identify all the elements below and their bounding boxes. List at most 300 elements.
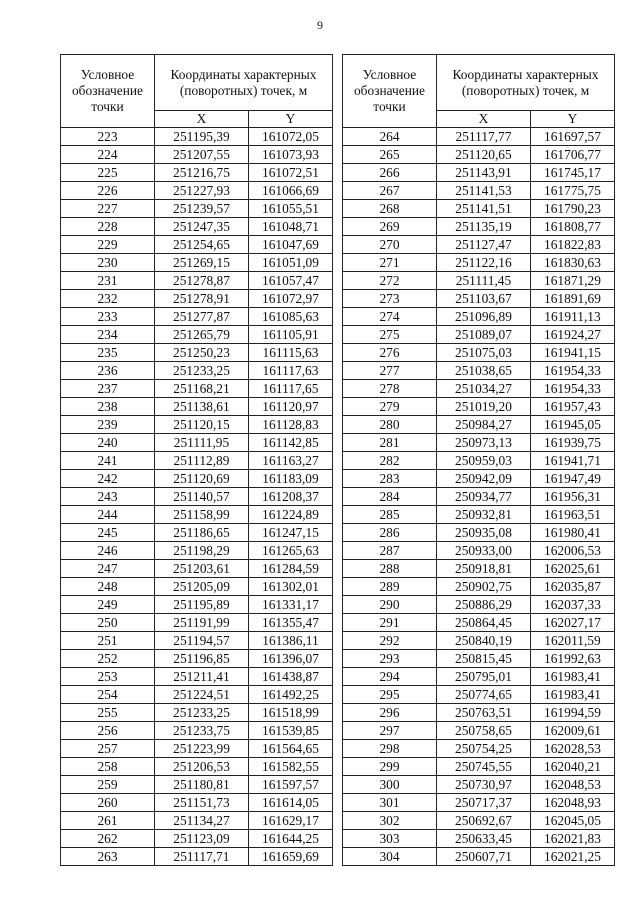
point-id-cell: 300 (343, 776, 437, 794)
x-coordinate-cell: 251111,95 (155, 434, 249, 452)
x-coordinate-cell: 251233,25 (155, 704, 249, 722)
point-id-cell: 284 (343, 488, 437, 506)
y-coordinate-cell: 161142,85 (249, 434, 333, 452)
x-coordinate-cell: 250730,97 (437, 776, 531, 794)
table-row (343, 218, 615, 236)
x-coordinate-cell: 250795,01 (437, 668, 531, 686)
y-coordinate-cell: 161947,49 (531, 470, 615, 488)
x-coordinate-cell: 251134,27 (155, 812, 249, 830)
header-x: X (437, 111, 531, 128)
x-coordinate-cell: 251127,47 (437, 236, 531, 254)
y-coordinate-cell: 161396,07 (249, 650, 333, 668)
header-point-designation: Условное обозначение точки (343, 55, 437, 128)
y-coordinate-cell: 161055,51 (249, 200, 333, 218)
y-coordinate-cell: 161957,43 (531, 398, 615, 416)
x-coordinate-cell: 250959,03 (437, 452, 531, 470)
x-coordinate-cell: 251140,57 (155, 488, 249, 506)
x-coordinate-cell: 251247,35 (155, 218, 249, 236)
y-coordinate-cell: 162028,53 (531, 740, 615, 758)
point-id-cell: 236 (61, 362, 155, 380)
point-id-cell: 235 (61, 344, 155, 362)
table-row (61, 416, 333, 434)
y-coordinate-cell: 162021,25 (531, 848, 615, 866)
y-coordinate-cell: 161706,77 (531, 146, 615, 164)
y-coordinate-cell: 162048,93 (531, 794, 615, 812)
point-id-cell: 288 (343, 560, 437, 578)
x-coordinate-cell: 251117,71 (155, 848, 249, 866)
y-coordinate-cell: 161941,15 (531, 344, 615, 362)
table-row (343, 686, 615, 704)
point-id-cell: 301 (343, 794, 437, 812)
point-id-cell: 255 (61, 704, 155, 722)
point-id-cell: 277 (343, 362, 437, 380)
table-row (61, 686, 333, 704)
point-id-cell: 264 (343, 128, 437, 146)
y-coordinate-cell: 161941,71 (531, 452, 615, 470)
x-coordinate-cell: 251269,15 (155, 254, 249, 272)
x-coordinate-cell: 251195,89 (155, 596, 249, 614)
point-id-cell: 223 (61, 128, 155, 146)
y-coordinate-cell: 161830,63 (531, 254, 615, 272)
y-coordinate-cell: 161790,23 (531, 200, 615, 218)
table-row (61, 308, 333, 326)
table-body-right (343, 128, 615, 866)
x-coordinate-cell: 250933,00 (437, 542, 531, 560)
table-row (61, 650, 333, 668)
page-number: 9 (317, 18, 323, 32)
y-coordinate-cell: 161994,59 (531, 704, 615, 722)
table-row (343, 668, 615, 686)
point-id-cell: 298 (343, 740, 437, 758)
y-coordinate-cell: 161644,25 (249, 830, 333, 848)
point-id-cell: 242 (61, 470, 155, 488)
x-coordinate-cell: 251277,87 (155, 308, 249, 326)
table-row (343, 200, 615, 218)
x-coordinate-cell: 250815,45 (437, 650, 531, 668)
y-coordinate-cell: 161822,83 (531, 236, 615, 254)
table-row (61, 272, 333, 290)
y-coordinate-cell: 161183,09 (249, 470, 333, 488)
x-coordinate-cell: 251278,87 (155, 272, 249, 290)
y-coordinate-cell: 161697,57 (531, 128, 615, 146)
table-row (61, 812, 333, 830)
x-coordinate-cell: 250984,27 (437, 416, 531, 434)
y-coordinate-cell: 161564,65 (249, 740, 333, 758)
point-id-cell: 293 (343, 650, 437, 668)
x-coordinate-cell: 251265,79 (155, 326, 249, 344)
point-id-cell: 234 (61, 326, 155, 344)
table-row (61, 542, 333, 560)
x-coordinate-cell: 251239,57 (155, 200, 249, 218)
y-coordinate-cell: 161284,59 (249, 560, 333, 578)
x-coordinate-cell: 251250,23 (155, 344, 249, 362)
x-coordinate-cell: 251216,75 (155, 164, 249, 182)
y-coordinate-cell: 161057,47 (249, 272, 333, 290)
table-row (343, 362, 615, 380)
x-coordinate-cell: 251254,65 (155, 236, 249, 254)
x-coordinate-cell: 250918,81 (437, 560, 531, 578)
y-coordinate-cell: 161945,05 (531, 416, 615, 434)
table-row (343, 704, 615, 722)
table-row (61, 506, 333, 524)
y-coordinate-cell: 161073,93 (249, 146, 333, 164)
table-row (61, 704, 333, 722)
point-id-cell: 238 (61, 398, 155, 416)
point-id-cell: 263 (61, 848, 155, 866)
point-id-cell: 239 (61, 416, 155, 434)
table-row (61, 632, 333, 650)
x-coordinate-cell: 250973,13 (437, 434, 531, 452)
x-coordinate-cell: 251120,15 (155, 416, 249, 434)
table-row (343, 524, 615, 542)
table-row (343, 722, 615, 740)
point-id-cell: 244 (61, 506, 155, 524)
y-coordinate-cell: 162045,05 (531, 812, 615, 830)
point-id-cell: 272 (343, 272, 437, 290)
point-id-cell: 273 (343, 290, 437, 308)
table-row (61, 200, 333, 218)
y-coordinate-cell: 161302,01 (249, 578, 333, 596)
x-coordinate-cell: 251117,77 (437, 128, 531, 146)
x-coordinate-cell: 251227,93 (155, 182, 249, 200)
y-coordinate-cell: 161120,97 (249, 398, 333, 416)
x-coordinate-cell: 251278,91 (155, 290, 249, 308)
point-id-cell: 237 (61, 380, 155, 398)
x-coordinate-cell: 250864,45 (437, 614, 531, 632)
table-row (61, 578, 333, 596)
table-row (61, 164, 333, 182)
x-coordinate-cell: 250717,37 (437, 794, 531, 812)
table-row (61, 524, 333, 542)
table-row (61, 218, 333, 236)
table-row (61, 794, 333, 812)
x-coordinate-cell: 251123,09 (155, 830, 249, 848)
y-coordinate-cell: 161659,69 (249, 848, 333, 866)
y-coordinate-cell: 161629,17 (249, 812, 333, 830)
point-id-cell: 254 (61, 686, 155, 704)
table-row (343, 452, 615, 470)
x-coordinate-cell: 251205,09 (155, 578, 249, 596)
y-coordinate-cell: 162021,83 (531, 830, 615, 848)
x-coordinate-cell: 251191,99 (155, 614, 249, 632)
y-coordinate-cell: 161954,33 (531, 380, 615, 398)
point-id-cell: 289 (343, 578, 437, 596)
point-id-cell: 276 (343, 344, 437, 362)
point-id-cell: 253 (61, 668, 155, 686)
point-id-cell: 274 (343, 308, 437, 326)
point-id-cell: 232 (61, 290, 155, 308)
y-coordinate-cell: 162048,53 (531, 776, 615, 794)
header-coordinates: Координаты характерных (поворотных) точек, м (437, 55, 615, 111)
header-point-designation: Условное обозначение точки (61, 55, 155, 128)
point-id-cell: 267 (343, 182, 437, 200)
table-row (343, 560, 615, 578)
point-id-cell: 303 (343, 830, 437, 848)
x-coordinate-cell: 251143,91 (437, 164, 531, 182)
x-coordinate-cell: 251019,20 (437, 398, 531, 416)
table-row (343, 632, 615, 650)
x-coordinate-cell: 251224,51 (155, 686, 249, 704)
point-id-cell: 295 (343, 686, 437, 704)
x-coordinate-cell: 251206,53 (155, 758, 249, 776)
table-row (343, 164, 615, 182)
table-row (343, 434, 615, 452)
table-row (343, 794, 615, 812)
point-id-cell: 243 (61, 488, 155, 506)
y-coordinate-cell: 162009,61 (531, 722, 615, 740)
x-coordinate-cell: 251198,29 (155, 542, 249, 560)
y-coordinate-cell: 161871,29 (531, 272, 615, 290)
table-row (343, 470, 615, 488)
table-row (61, 326, 333, 344)
y-coordinate-cell: 161072,97 (249, 290, 333, 308)
y-coordinate-cell: 161331,17 (249, 596, 333, 614)
x-coordinate-cell: 251075,03 (437, 344, 531, 362)
table-row (343, 758, 615, 776)
y-coordinate-cell: 161956,31 (531, 488, 615, 506)
y-coordinate-cell: 161539,85 (249, 722, 333, 740)
y-coordinate-cell: 161208,37 (249, 488, 333, 506)
point-id-cell: 228 (61, 218, 155, 236)
table-row (61, 470, 333, 488)
point-id-cell: 265 (343, 146, 437, 164)
table-row (343, 830, 615, 848)
point-id-cell: 279 (343, 398, 437, 416)
x-coordinate-cell: 251138,61 (155, 398, 249, 416)
y-coordinate-cell: 161224,89 (249, 506, 333, 524)
x-coordinate-cell: 251111,45 (437, 272, 531, 290)
x-coordinate-cell: 250942,09 (437, 470, 531, 488)
point-id-cell: 225 (61, 164, 155, 182)
y-coordinate-cell: 161117,65 (249, 380, 333, 398)
y-coordinate-cell: 161492,25 (249, 686, 333, 704)
point-id-cell: 269 (343, 218, 437, 236)
table-row (343, 506, 615, 524)
table-row (61, 560, 333, 578)
table-row (343, 398, 615, 416)
table-row (61, 758, 333, 776)
y-coordinate-cell: 162006,53 (531, 542, 615, 560)
y-coordinate-cell: 161438,87 (249, 668, 333, 686)
point-id-cell: 247 (61, 560, 155, 578)
x-coordinate-cell: 251103,67 (437, 290, 531, 308)
point-id-cell: 296 (343, 704, 437, 722)
point-id-cell: 304 (343, 848, 437, 866)
point-id-cell: 229 (61, 236, 155, 254)
point-id-cell: 292 (343, 632, 437, 650)
x-coordinate-cell: 251034,27 (437, 380, 531, 398)
header-x: X (155, 111, 249, 128)
x-coordinate-cell: 250607,71 (437, 848, 531, 866)
y-coordinate-cell: 161614,05 (249, 794, 333, 812)
point-id-cell: 230 (61, 254, 155, 272)
y-coordinate-cell: 161085,63 (249, 308, 333, 326)
x-coordinate-cell: 250763,51 (437, 704, 531, 722)
header-coordinates: Координаты характерных (поворотных) точек, м (155, 55, 333, 111)
point-id-cell: 246 (61, 542, 155, 560)
table-row (61, 722, 333, 740)
y-coordinate-cell: 161128,83 (249, 416, 333, 434)
x-coordinate-cell: 250774,65 (437, 686, 531, 704)
x-coordinate-cell: 251207,55 (155, 146, 249, 164)
x-coordinate-cell: 251203,61 (155, 560, 249, 578)
y-coordinate-cell: 161775,75 (531, 182, 615, 200)
y-coordinate-cell: 161911,13 (531, 308, 615, 326)
table-row (61, 830, 333, 848)
table-row (343, 182, 615, 200)
table-row (61, 128, 333, 146)
point-id-cell: 297 (343, 722, 437, 740)
table-row (343, 128, 615, 146)
y-coordinate-cell: 161983,41 (531, 686, 615, 704)
table-row (343, 812, 615, 830)
table-row (61, 848, 333, 866)
y-coordinate-cell: 161597,57 (249, 776, 333, 794)
point-id-cell: 302 (343, 812, 437, 830)
x-coordinate-cell: 251151,73 (155, 794, 249, 812)
point-id-cell: 280 (343, 416, 437, 434)
header-y: Y (249, 111, 333, 128)
x-coordinate-cell: 251196,85 (155, 650, 249, 668)
y-coordinate-cell: 161745,17 (531, 164, 615, 182)
y-coordinate-cell: 161105,91 (249, 326, 333, 344)
y-coordinate-cell: 162011,59 (531, 632, 615, 650)
x-coordinate-cell: 251120,65 (437, 146, 531, 164)
table-row (343, 308, 615, 326)
y-coordinate-cell: 161924,27 (531, 326, 615, 344)
point-id-cell: 291 (343, 614, 437, 632)
x-coordinate-cell: 251120,69 (155, 470, 249, 488)
point-id-cell: 281 (343, 434, 437, 452)
table-row (343, 578, 615, 596)
point-id-cell: 290 (343, 596, 437, 614)
coordinates-table-left (60, 54, 333, 866)
y-coordinate-cell: 161891,69 (531, 290, 615, 308)
x-coordinate-cell: 251038,65 (437, 362, 531, 380)
point-id-cell: 262 (61, 830, 155, 848)
point-id-cell: 257 (61, 740, 155, 758)
table-row (61, 776, 333, 794)
point-id-cell: 278 (343, 380, 437, 398)
x-coordinate-cell: 251158,99 (155, 506, 249, 524)
y-coordinate-cell: 161117,63 (249, 362, 333, 380)
x-coordinate-cell: 250886,29 (437, 596, 531, 614)
y-coordinate-cell: 161072,51 (249, 164, 333, 182)
table-row (343, 650, 615, 668)
table-row (61, 344, 333, 362)
x-coordinate-cell: 250745,55 (437, 758, 531, 776)
x-coordinate-cell: 251233,75 (155, 722, 249, 740)
table-row (343, 488, 615, 506)
point-id-cell: 268 (343, 200, 437, 218)
y-coordinate-cell: 161163,27 (249, 452, 333, 470)
point-id-cell: 240 (61, 434, 155, 452)
x-coordinate-cell: 251096,89 (437, 308, 531, 326)
x-coordinate-cell: 251135,19 (437, 218, 531, 236)
y-coordinate-cell: 161386,11 (249, 632, 333, 650)
y-coordinate-cell: 161247,15 (249, 524, 333, 542)
y-coordinate-cell: 161115,63 (249, 344, 333, 362)
y-coordinate-cell: 162035,87 (531, 578, 615, 596)
point-id-cell: 233 (61, 308, 155, 326)
point-id-cell: 266 (343, 164, 437, 182)
y-coordinate-cell: 161518,99 (249, 704, 333, 722)
y-coordinate-cell: 162037,33 (531, 596, 615, 614)
table-row (343, 146, 615, 164)
table-row (343, 272, 615, 290)
table-row (343, 740, 615, 758)
point-id-cell: 248 (61, 578, 155, 596)
x-coordinate-cell: 250934,77 (437, 488, 531, 506)
x-coordinate-cell: 250840,19 (437, 632, 531, 650)
x-coordinate-cell: 251112,89 (155, 452, 249, 470)
x-coordinate-cell: 250633,45 (437, 830, 531, 848)
y-coordinate-cell: 161582,55 (249, 758, 333, 776)
x-coordinate-cell: 250692,67 (437, 812, 531, 830)
x-coordinate-cell: 251141,51 (437, 200, 531, 218)
y-coordinate-cell: 161051,09 (249, 254, 333, 272)
x-coordinate-cell: 251180,81 (155, 776, 249, 794)
table-row (343, 236, 615, 254)
x-coordinate-cell: 251168,21 (155, 380, 249, 398)
point-id-cell: 283 (343, 470, 437, 488)
point-id-cell: 271 (343, 254, 437, 272)
point-id-cell: 282 (343, 452, 437, 470)
point-id-cell: 275 (343, 326, 437, 344)
x-coordinate-cell: 250758,65 (437, 722, 531, 740)
point-id-cell: 227 (61, 200, 155, 218)
y-coordinate-cell: 161047,69 (249, 236, 333, 254)
table-row (61, 452, 333, 470)
x-coordinate-cell: 251122,16 (437, 254, 531, 272)
table-row (61, 182, 333, 200)
table-row (343, 326, 615, 344)
y-coordinate-cell: 161355,47 (249, 614, 333, 632)
y-coordinate-cell: 161939,75 (531, 434, 615, 452)
point-id-cell: 299 (343, 758, 437, 776)
y-coordinate-cell: 161265,63 (249, 542, 333, 560)
point-id-cell: 241 (61, 452, 155, 470)
y-coordinate-cell: 161954,33 (531, 362, 615, 380)
table-row (343, 542, 615, 560)
x-coordinate-cell: 251089,07 (437, 326, 531, 344)
table-row (61, 290, 333, 308)
point-id-cell: 261 (61, 812, 155, 830)
x-coordinate-cell: 251186,65 (155, 524, 249, 542)
table-row (343, 776, 615, 794)
table-row (61, 146, 333, 164)
point-id-cell: 226 (61, 182, 155, 200)
x-coordinate-cell: 250932,81 (437, 506, 531, 524)
y-coordinate-cell: 161963,51 (531, 506, 615, 524)
point-id-cell: 259 (61, 776, 155, 794)
table-row (61, 434, 333, 452)
y-coordinate-cell: 161992,63 (531, 650, 615, 668)
table-row (61, 740, 333, 758)
table-row (61, 254, 333, 272)
table-row (343, 380, 615, 398)
point-id-cell: 231 (61, 272, 155, 290)
x-coordinate-cell: 250935,08 (437, 524, 531, 542)
point-id-cell: 251 (61, 632, 155, 650)
header-y: Y (531, 111, 615, 128)
x-coordinate-cell: 251195,39 (155, 128, 249, 146)
y-coordinate-cell: 161980,41 (531, 524, 615, 542)
point-id-cell: 270 (343, 236, 437, 254)
table-row (61, 380, 333, 398)
point-id-cell: 252 (61, 650, 155, 668)
table-row (61, 398, 333, 416)
